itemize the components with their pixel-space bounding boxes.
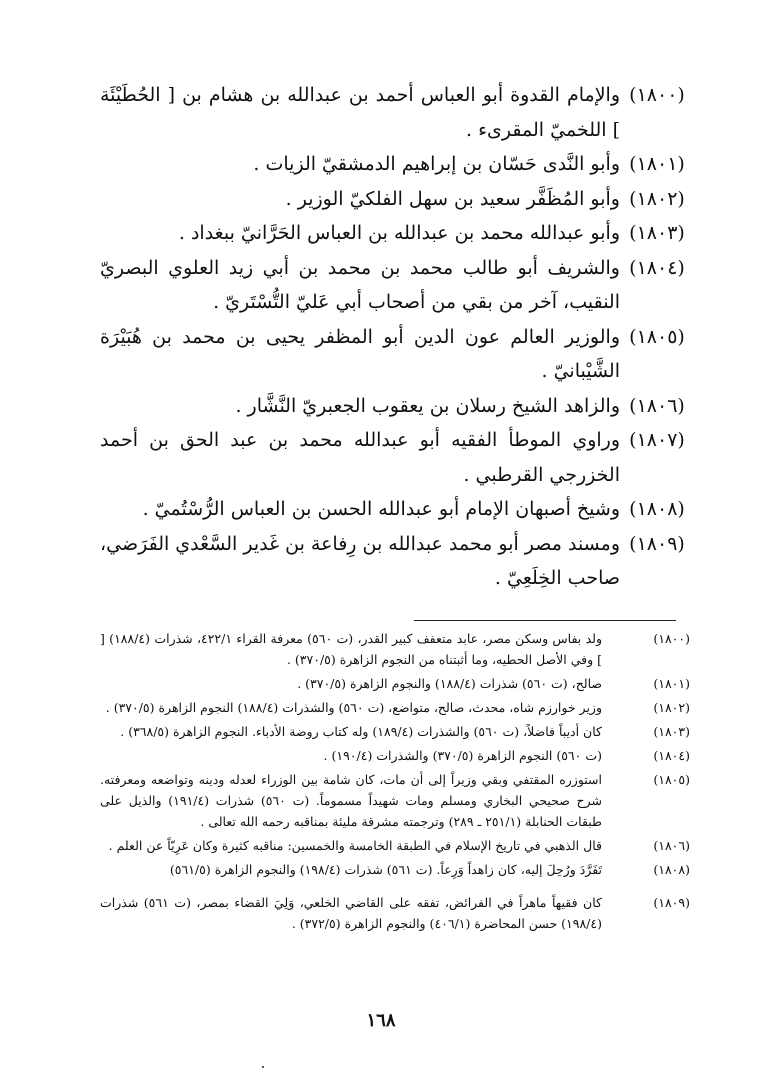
page-number: ١٦٨: [366, 1010, 396, 1031]
footnote-number: (١٨٠٨): [653, 862, 690, 877]
footnote-number: (١٨٠٣): [653, 724, 690, 739]
entry-1802: [100, 182, 692, 217]
footnote-number: (١٨٠٥): [653, 772, 690, 787]
footnote-1805: [100, 769, 690, 832]
footnote-number: (١٨٠٢): [653, 700, 690, 715]
footnote-text: صالح، (ت ٥٦٠) شذرات (١٨٨/٤) والنجوم الزاهرة (٣٧٠/٥) .: [297, 676, 602, 691]
footnote-1806: [100, 835, 690, 856]
footnote-number: (١٨٠٠): [653, 631, 690, 646]
entry-1804: [100, 251, 692, 320]
footnote-number: (١٨٠١): [653, 676, 690, 691]
main-text: [100, 78, 692, 596]
footnotes: [100, 628, 690, 937]
footnote-number: (١٨٠٤): [653, 748, 690, 763]
entry-text: والزاهد الشيخ رسلان بن يعقوب الجعبريّ النَّشَّار .: [235, 394, 620, 417]
footnote-1809: [100, 892, 690, 934]
entry-number: (١٨٠٨): [629, 498, 685, 520]
footnote-text: وزير خوارزم شاه، محدث، صالح، متواضع، (ت ٥٦٠) والشذرات (١٨٨/٤) النجوم الزاهرة (٣٧٠/٥) .: [105, 700, 602, 715]
entry-1801: [100, 147, 692, 182]
footnote-text: تَفَرَّدَ ورُحِلَ إليه، كان زاهداً وَرِعاً. (ت ٥٦١) شذرات (١٩٨/٤) والنجوم الزاهرة (٥٦١/٥): [169, 862, 602, 877]
entry-1809: [100, 527, 692, 596]
footnote-1802: [100, 697, 690, 718]
entry-number: (١٨٠٠): [629, 84, 685, 106]
entry-text: والوزير العالم عون الدين أبو المظفر يحيى بن محمد بن هُبَيْرَة الشَّيْبانيّ .: [100, 325, 620, 382]
footnote-number: (١٨٠٦): [653, 838, 690, 853]
entry-number: (١٨٠٥): [629, 325, 685, 348]
entry-1807: [100, 423, 692, 492]
entry-text: والإمام القدوة أبو العباس أحمد بن عبدالله بن هشام بن [ الحُطَيْئَة ] اللخميّ المقرىء .: [100, 84, 620, 141]
footnote-text: قال الذهبي في تاريخ الإسلام في الطبقة الخامسة والخمسين: مناقبه كثيرة وكان عَرِيّاً عن العلم .: [108, 838, 602, 853]
footnote-1808: [100, 859, 690, 880]
footnote-1803: [100, 721, 690, 742]
entry-1803: [100, 216, 692, 251]
entry-number: (١٨٠٧): [629, 429, 685, 451]
entry-text: ومسند مصر أبو محمد عبدالله بن رِفاعة بن غَدير السَّعْدي الفَرَضي، صاحب الخِلَعِيّ .: [100, 532, 620, 589]
entry-text: وأبو عبدالله محمد بن عبدالله بن العباس الحَرَّانيّ ببغداد .: [178, 222, 620, 244]
footnote-1800: [100, 628, 690, 670]
print-speck: [262, 1066, 264, 1068]
entry-number: (١٨٠٤): [629, 256, 685, 279]
footnote-1801: [100, 673, 690, 694]
entry-number: (١٨٠٦): [629, 394, 685, 417]
entry-number: (١٨٠٩): [629, 532, 685, 555]
footnote-text: استوزره المقتفي وبقي وزيراً إلى أن مات، كان شامة بين الوزراء لعدله ودينه وتواضعه ومعرفته. شرح صحيحي البخاري ومسلم ومات شهيداً مسموماً. (ت ٥٦٠) شذرات (١٩١/٤) والذيل على طبقات الحنابلة (٢٥١/١ ـ ٢٨٩) وترجمته مشرقة مليئة بمناقبه رحمه الله تعالى .: [100, 772, 602, 829]
entry-1806: [100, 389, 692, 424]
entry-number: (١٨٠١): [629, 153, 685, 175]
footnote-1804: [100, 745, 690, 766]
footnote-text: (ت ٥٦٠) النجوم الزاهرة (٣٧٠/٥) والشذرات (١٩٠/٤) .: [323, 748, 602, 763]
footnote-number: (١٨٠٩): [653, 895, 690, 910]
entry-number: (١٨٠٣): [629, 222, 685, 244]
entry-1808: [100, 492, 692, 527]
footnote-separator: [414, 620, 676, 621]
entry-1800: [100, 78, 692, 147]
entry-text: وشيخ أصبهان الإمام أبو عبدالله الحسن بن العباس الرُّسْتُميّ .: [142, 498, 620, 520]
footnote-text: كان أديباً فاضلاً، (ت ٥٦٠) والشذرات (١٨٩/٤) وله كتاب روضة الأدباء. النجوم الزاهرة (٣٦٨/٥) .: [120, 724, 602, 739]
entry-number: (١٨٠٢): [629, 187, 685, 210]
entry-1805: [100, 320, 692, 389]
entry-text: والشريف أبو طالب محمد بن محمد بن أبي زيد العلوي البصريّ النقيب، آخر من بقي من أصحاب أبي عَليّ التُّسْتَريّ .: [100, 256, 620, 313]
footnote-text: كان فقيهاً ماهراً في الفرائض، تفقه على القاضي الخلعي، وَلِيَ القضاء بمصر، (ت ٥٦١) شذرات (١٩٨/٤) حسن المحاضرة (٤٠٦/١) والنجوم الزاهرة (٣٧٢/٥) .: [100, 895, 602, 931]
entry-text: وراوي الموطأ الفقيه أبو عبدالله محمد بن عبد الحق بن أحمد الخزرجي القرطبي .: [100, 429, 620, 486]
entry-text: وأبو المُظَفَّر سعيد بن سهل الفلكيّ الوزير .: [285, 187, 620, 210]
entry-text: وأبو النَّدى حَسّان بن إبراهيم الدمشقيّ الزيات .: [253, 153, 620, 175]
footnote-text: ولد بفاس وسكن مصر، عابد متعفف كبير القدر، (ت ٥٦٠) معرفة القراء ٤٢٢/١، شذرات (١٨٨/٤) [ ] وفي الأصل الحطيه، وما أثبتناه من النجوم الزاهرة (٣٧٠/٥) .: [100, 631, 603, 667]
